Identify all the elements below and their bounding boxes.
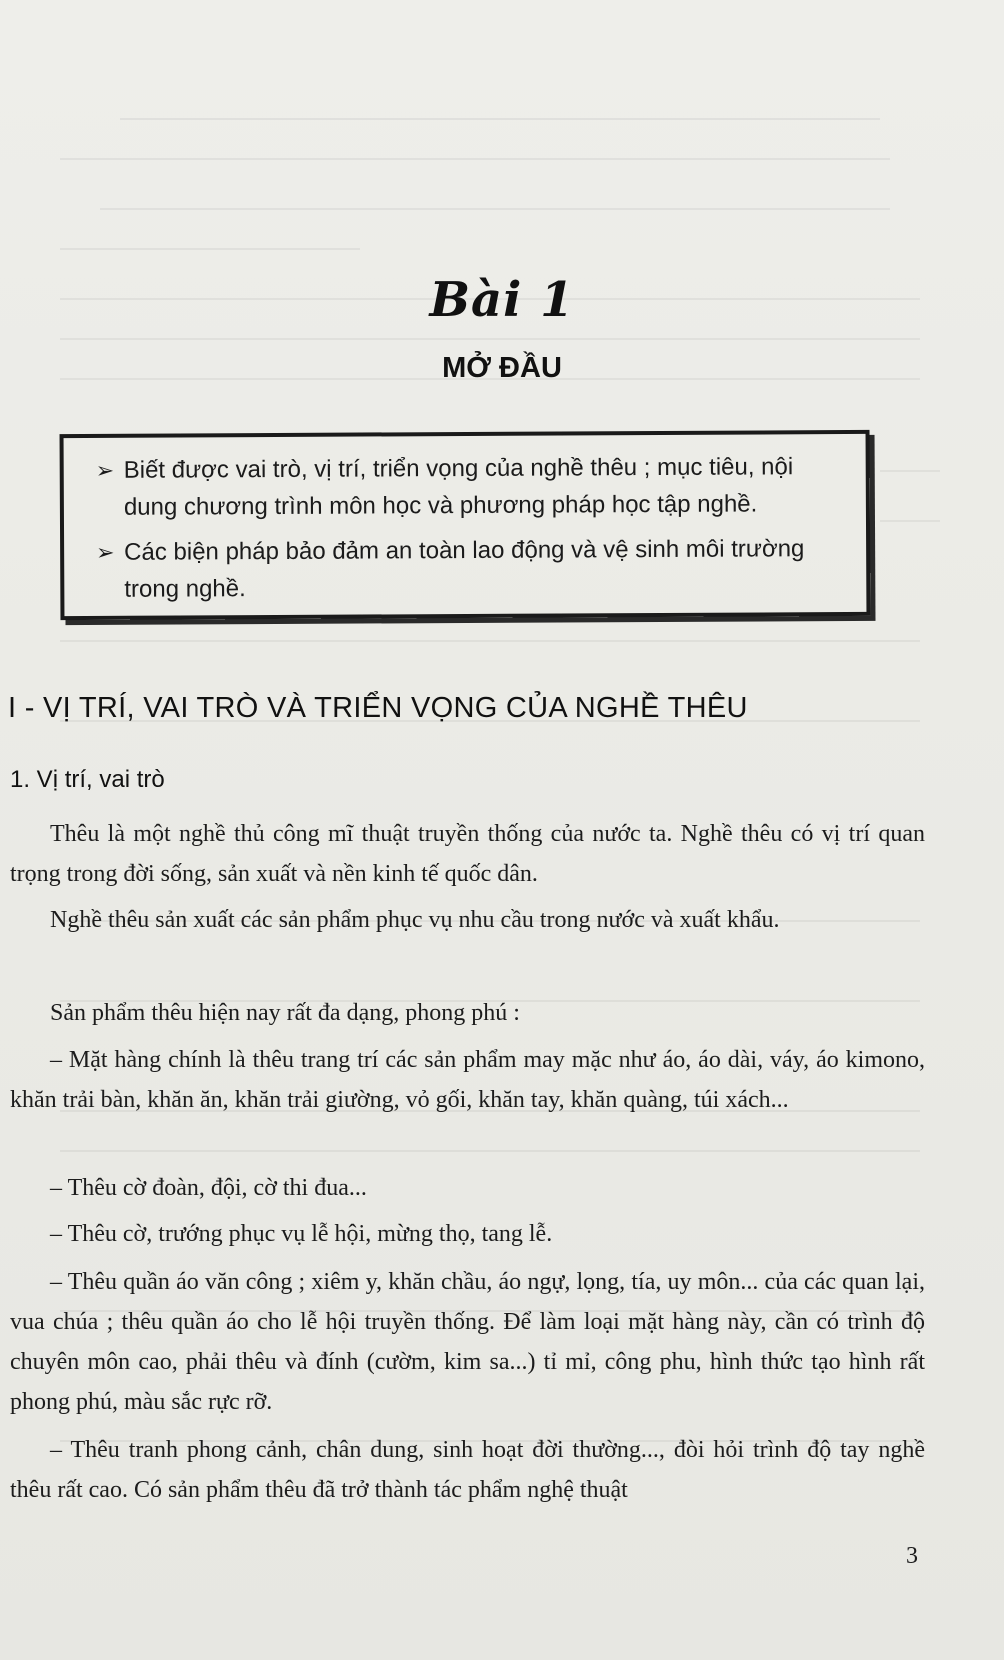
- lesson-title: Bài 1: [429, 272, 575, 328]
- objective-item: [96, 530, 836, 608]
- section-heading: I - VỊ TRÍ, VAI TRÒ VÀ TRIỂN VỌNG CỦA NGHỀ THÊU: [8, 692, 748, 724]
- list-item: – Thêu cờ đoàn, đội, cờ thi đua...: [50, 1175, 367, 1201]
- arrow-right-icon: ➢: [95, 457, 115, 483]
- paragraph: Thêu là một nghề thủ công mĩ thuật truyền thống của nước ta. Nghề thêu có vị trí quan trọng trong đời sống, sản xuất và nền kinh tế quốc dân.: [10, 821, 925, 887]
- list-item: – Thêu quần áo văn công ; xiêm y, khăn chầu, áo ngự, lọng, tía, uy môn... của các quan lại, vua chúa ; thêu quần áo cho lễ hội truyền thống. Để làm loại mặt hàng này, cần có trình độ chuyên môn cao, phải thêu và đính (cườm, kim sa...) tỉ mỉ, công phu, hình thức tạo hình rất phong phú, màu sắc rực rỡ.: [10, 1269, 925, 1415]
- sub-heading: 1. Vị trí, vai trò: [10, 766, 165, 793]
- page-number: 3: [906, 1543, 918, 1569]
- objective-item: [96, 448, 836, 526]
- paragraph: Sản phẩm thêu hiện nay rất đa dạng, phong phú :: [50, 1000, 520, 1026]
- list-item: – Mặt hàng chính là thêu trang trí các sản phẩm may mặc như áo, áo dài, váy, áo kimono, khăn trải bàn, khăn ăn, khăn trải giường, vỏ gối, khăn tay, khăn quàng, túi xách...: [10, 1047, 925, 1113]
- paragraph: Nghề thêu sản xuất các sản phẩm phục vụ nhu cầu trong nước và xuất khẩu.: [50, 907, 780, 933]
- lesson-subtitle: MỞ ĐẦU: [442, 352, 562, 384]
- objectives-box: [60, 430, 871, 620]
- objective-text: Các biện pháp bảo đảm an toàn lao động và vệ sinh môi trường trong nghề.: [124, 535, 805, 603]
- list-item: – Thêu cờ, trướng phục vụ lễ hội, mừng thọ, tang lễ.: [50, 1221, 553, 1247]
- list-item: – Thêu tranh phong cảnh, chân dung, sinh hoạt đời thường..., đòi hỏi trình độ tay nghề thêu rất cao. Có sản phẩm thêu đã trở thành tác phẩm nghệ thuật: [10, 1437, 925, 1503]
- arrow-right-icon: ➢: [96, 539, 115, 565]
- objective-text: Biết được vai trò, vị trí, triển vọng của nghề thêu ; mục tiêu, nội dung chương trình môn học và phương pháp học tập nghề.: [123, 453, 794, 521]
